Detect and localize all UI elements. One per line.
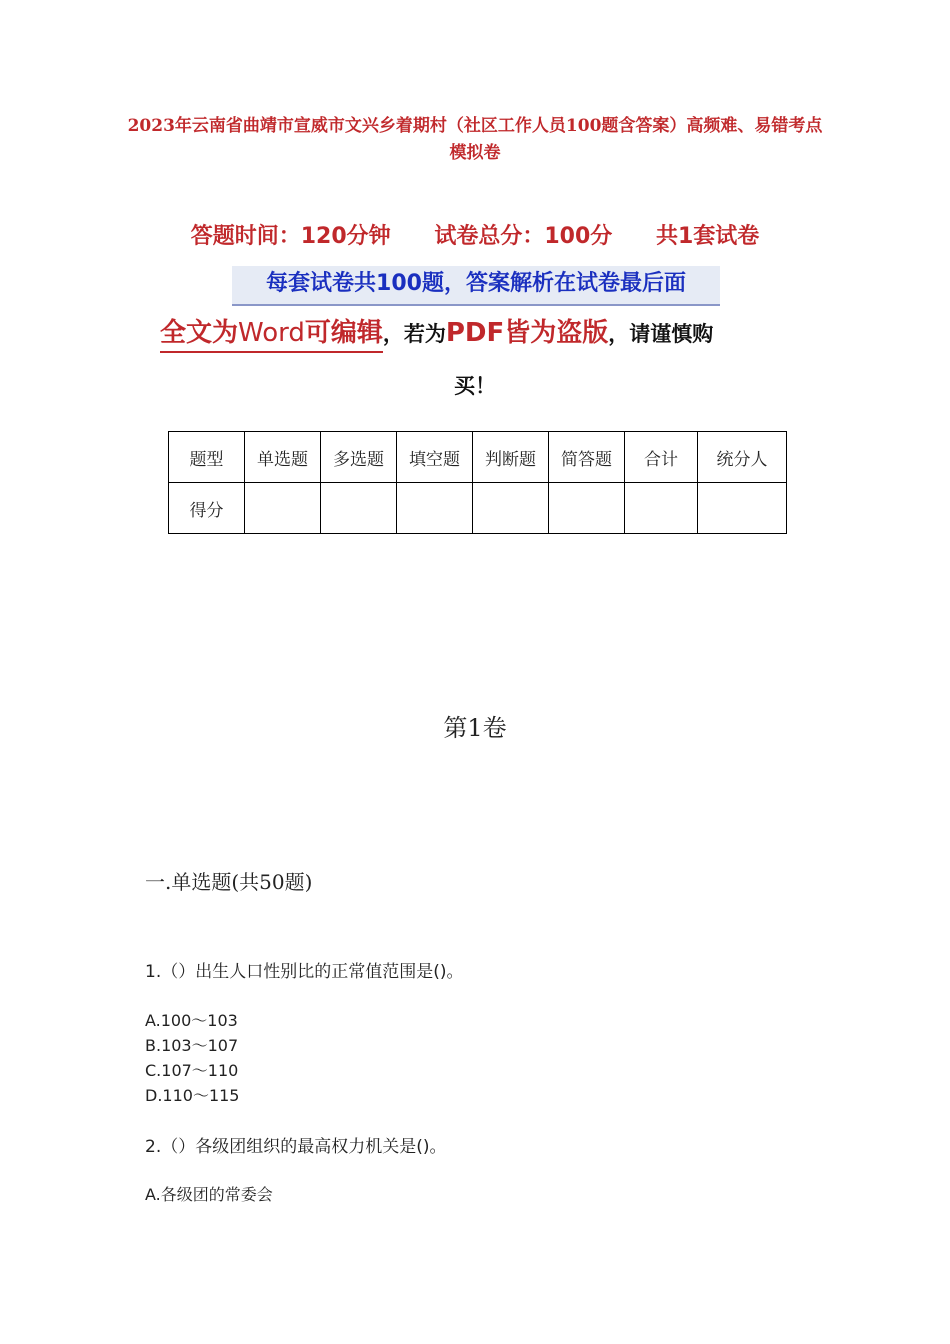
word-editable-notice [160,318,383,353]
score-table [168,431,787,534]
table-cell: 简答题 [549,432,625,483]
table-cell: 题型 [169,432,245,483]
score-input-cell[interactable] [698,483,787,534]
option-item: A.各级团的常委会 [145,1185,273,1204]
full-text-prefix: 全文为 [160,318,239,348]
score-table-header-row [169,432,787,483]
comma: ， [382,322,404,346]
table-cell: 单选题 [245,432,321,483]
question-text: 1.（）出生人口性别比的正常值范围是()。 [145,962,464,982]
comma: ， [608,322,630,346]
option-item: B.103～107 [145,1036,239,1055]
score-input-cell[interactable] [473,483,549,534]
document-title: 2023年云南省曲靖市宣威市文兴乡着期村（社区工作人员100题含答案）高频难、易错考点模拟卷 [127,116,823,163]
score-input-cell[interactable] [549,483,625,534]
table-cell: 判断题 [473,432,549,483]
table-cell: 合计 [625,432,698,483]
table-cell: 填空题 [397,432,473,483]
pdf-pirated-label: PDF皆为盗版 [445,318,609,348]
careful-buy-label: 请谨慎购 [629,322,714,346]
editable-label: 可编辑 [304,318,383,348]
option-item: D.110～115 [145,1086,240,1105]
word-label: Word [238,318,305,348]
score-input-cell[interactable] [625,483,698,534]
copyright-notice [160,312,800,349]
exam-time: 答题时间：120分钟 [190,224,391,249]
table-cell: 得分 [169,483,245,534]
table-cell: 统分人 [698,432,787,483]
score-input-cell[interactable] [245,483,321,534]
option-item: C.107～110 [145,1061,239,1080]
score-input-cell[interactable] [321,483,397,534]
section-heading: 一.单选题(共50题) [145,870,313,894]
set-count: 共1套试卷 [655,224,760,249]
question-text: 2.（）各级团组织的最高权力机关是()。 [145,1137,447,1157]
score-table-score-row [169,483,787,534]
volume-heading: 第1卷 [443,714,507,742]
table-cell: 多选题 [321,432,397,483]
if-pdf-label: 若为 [403,322,446,346]
buy-label: 买！ [454,374,496,398]
exam-meta [0,219,950,250]
total-score: 试卷总分：100分 [434,224,613,249]
score-input-cell[interactable] [397,483,473,534]
answer-notice: 每套试卷共100题，答案解析在试卷最后面 [232,266,720,306]
option-item: A.100～103 [145,1011,238,1030]
